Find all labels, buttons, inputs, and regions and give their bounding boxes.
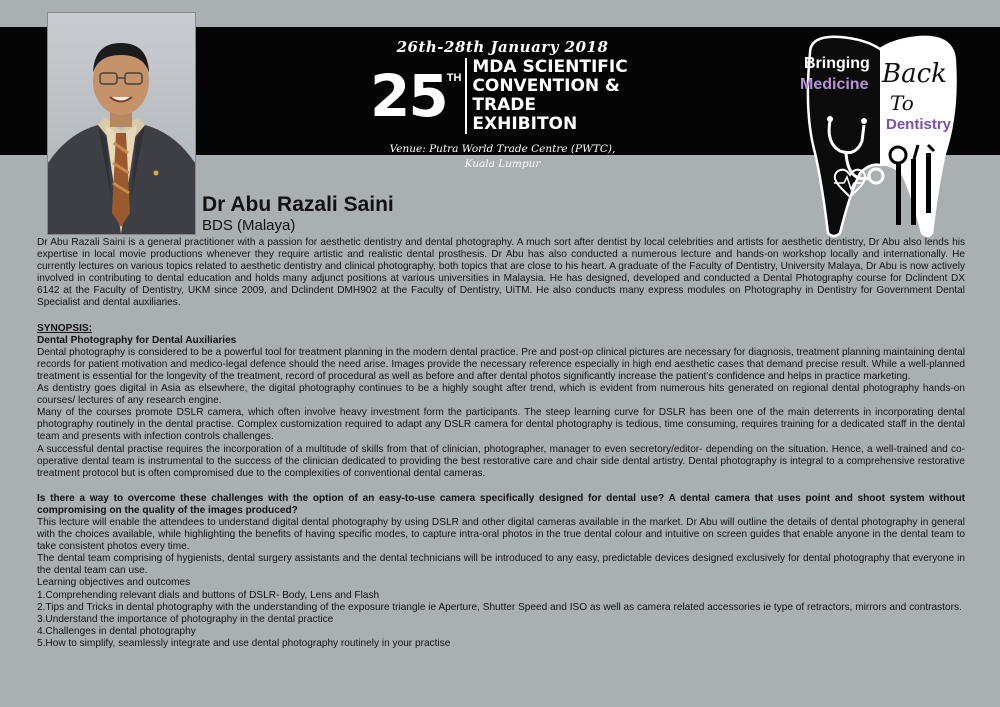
venue-line: Venue: Putra World Trade Centre (PWTC), <box>389 143 616 155</box>
logo-word-to: To <box>890 91 914 115</box>
objectives-title: Learning objectives and outcomes <box>37 577 191 589</box>
logo-word-bringing: Bringing <box>804 55 870 72</box>
synopsis-question: Is there a way to overcome these challenges with the option of an easy-to-use camera specifically designed for dental use? A dental camera that uses point and shoot system without compromising on the quality of the images produced? <box>37 492 965 516</box>
convention-header <box>370 38 635 172</box>
convention-title <box>370 58 635 134</box>
synopsis-heading: SYNOPSIS: <box>37 322 92 334</box>
objective-item: 5.How to simplify, seamlessly integrate and use dental photography routinely in your practise <box>37 637 451 649</box>
speaker-bio: Dr Abu Razali Saini is a general practitioner with a passion for aesthetic dentistry and dental photography. A much sort after dentist by local celebrities and artists for aesthetic dentistry, Dr Abu also lends his expertise in local movie productions whenever they require artistic and realistic dental prosthesis. Dr Abu has also conducted a numerous lecture and hands-on workshop locally and internationally. He currently lectures on various topics related to aesthetic dentistry and clinical photography, both topics that are close to his heart. A graduate of the Faculty of Dentistry, University Malaya, Dr Abu is now actively involved in contributing to dental education and holds many adjunct positions at various universities in Malaysia. He has designed, developed and conducted a Dental Photography course for Dclindent DX 6142 at the Faculty of Dentistry, UKM since 2009, and Dclindent DMH902 at the Faculty of Dentistry, UiTM. He also conducts many express modules on Photography in Dentistry for Government Dental Specialist and dental auxiliaries. <box>37 237 965 309</box>
synopsis-paragraph: Many of the courses promote DSLR camera, which often involve heavy investment form the participants. The steep learning curve for DSLR has been one of the main deterrents in incorporating dental photography routinely in the dental practise. Complex customization required to adapt any DSLR camera for dental photography is tedious, time consuming, requires training for a dedicated staff in the dental team and presents with infection controls challenges. <box>37 407 965 443</box>
convention-name <box>465 58 635 134</box>
event-dates: 26th-28th January 2018 <box>396 38 609 56</box>
logo-word-dentistry: Dentistry <box>886 116 952 133</box>
logo-word-medicine: Medicine <box>800 76 869 93</box>
venue-line: Kuala Lumpur <box>464 158 541 170</box>
venue <box>370 142 635 172</box>
synopsis-title: Dental Photography for Dental Auxiliaries <box>37 334 237 346</box>
speaker-photo <box>47 12 196 235</box>
synopsis-paragraph: Dental photography is considered to be a powerful tool for treatment planning in the modern dental practice. Pre and post-op clinical pictures are necessary for diagnosis, treatment planning maintaining dental records for patient motivation and medico-legal defence should the need arise. Images provide the necessary reference especially in high end aesthetic cases that demand precise result. While a well-planned treatment is essential for the longevity of the treatment, record of procedural as well as before and after dental photos significantly increase the patient’s confidence and helps in practice marketing. <box>37 346 965 382</box>
objective-item: 3.Understand the importance of photography in the dental practice <box>37 613 334 625</box>
objective-item: 1.Comprehending relevant dials and buttons of DSLR- Body, Lens and Flash <box>37 589 380 601</box>
convention-line: MDA SCIENTIFIC <box>472 57 628 77</box>
convention-line: CONVENTION & <box>472 76 620 96</box>
edition-number: 25 <box>370 62 447 130</box>
speaker-name: Dr Abu Razali Saini <box>202 193 394 216</box>
objective-item: 4.Challenges in dental photography <box>37 625 196 637</box>
speaker-portrait-illustration <box>48 13 195 234</box>
synopsis-paragraph: The dental team comprising of hygienists, dental surgery assistants and the dental technicians will be introduced to any easy, predictable devices designed exclusively for dental photography that everyone in the dental team can use. <box>37 553 965 577</box>
tooth-logo <box>790 33 970 241</box>
content-body <box>37 237 965 650</box>
logo-word-back: Back <box>882 59 947 89</box>
speaker-degree: BDS (Malaya) <box>202 217 296 234</box>
convention-line: TRADE EXHIBITON <box>472 95 578 134</box>
objective-item: 2.Tips and Tricks in dental photography with the understanding of the exposure triangle ie Aperture, Shutter Speed and ISO as well as camera related accessories ie type of retractors, mirrors and contrastors. <box>37 601 962 613</box>
edition-suffix: TH <box>446 72 462 84</box>
synopsis-paragraph: As dentistry goes digital in Asia as elsewhere, the digital photography continues to be a highly sought after trend, which is evident from numerous hits generated on regional dental photography hands-on courses/ lectures of any research engine. <box>37 383 965 407</box>
synopsis-paragraph: This lecture will enable the attendees to understand digital dental photography by using DSLR and other digital cameras available in the market. Dr Abu will outline the details of dental photography in general with the choices available, while highlighting the benefits of having specific modes, to capture intra-oral photos in the true dental colour and intuitive on screen guides that enable anyone in the dental team to take consistent photos every time. <box>37 516 965 553</box>
synopsis-paragraph: A successful dental practise requires the incorporation of a multitude of skills from that of clinician, photographer, manager to even secretory/editor- depending on the situation. Hence, a well-trained and co-operative dental team is instrumental to the success of the clinician dedicated to providing the best restorative care and chair side dental artistry. Dental photography is integral to a comprehensive restorative treatment protocol but is often compromised due to the complexities of conventional dental cameras. <box>37 443 965 479</box>
